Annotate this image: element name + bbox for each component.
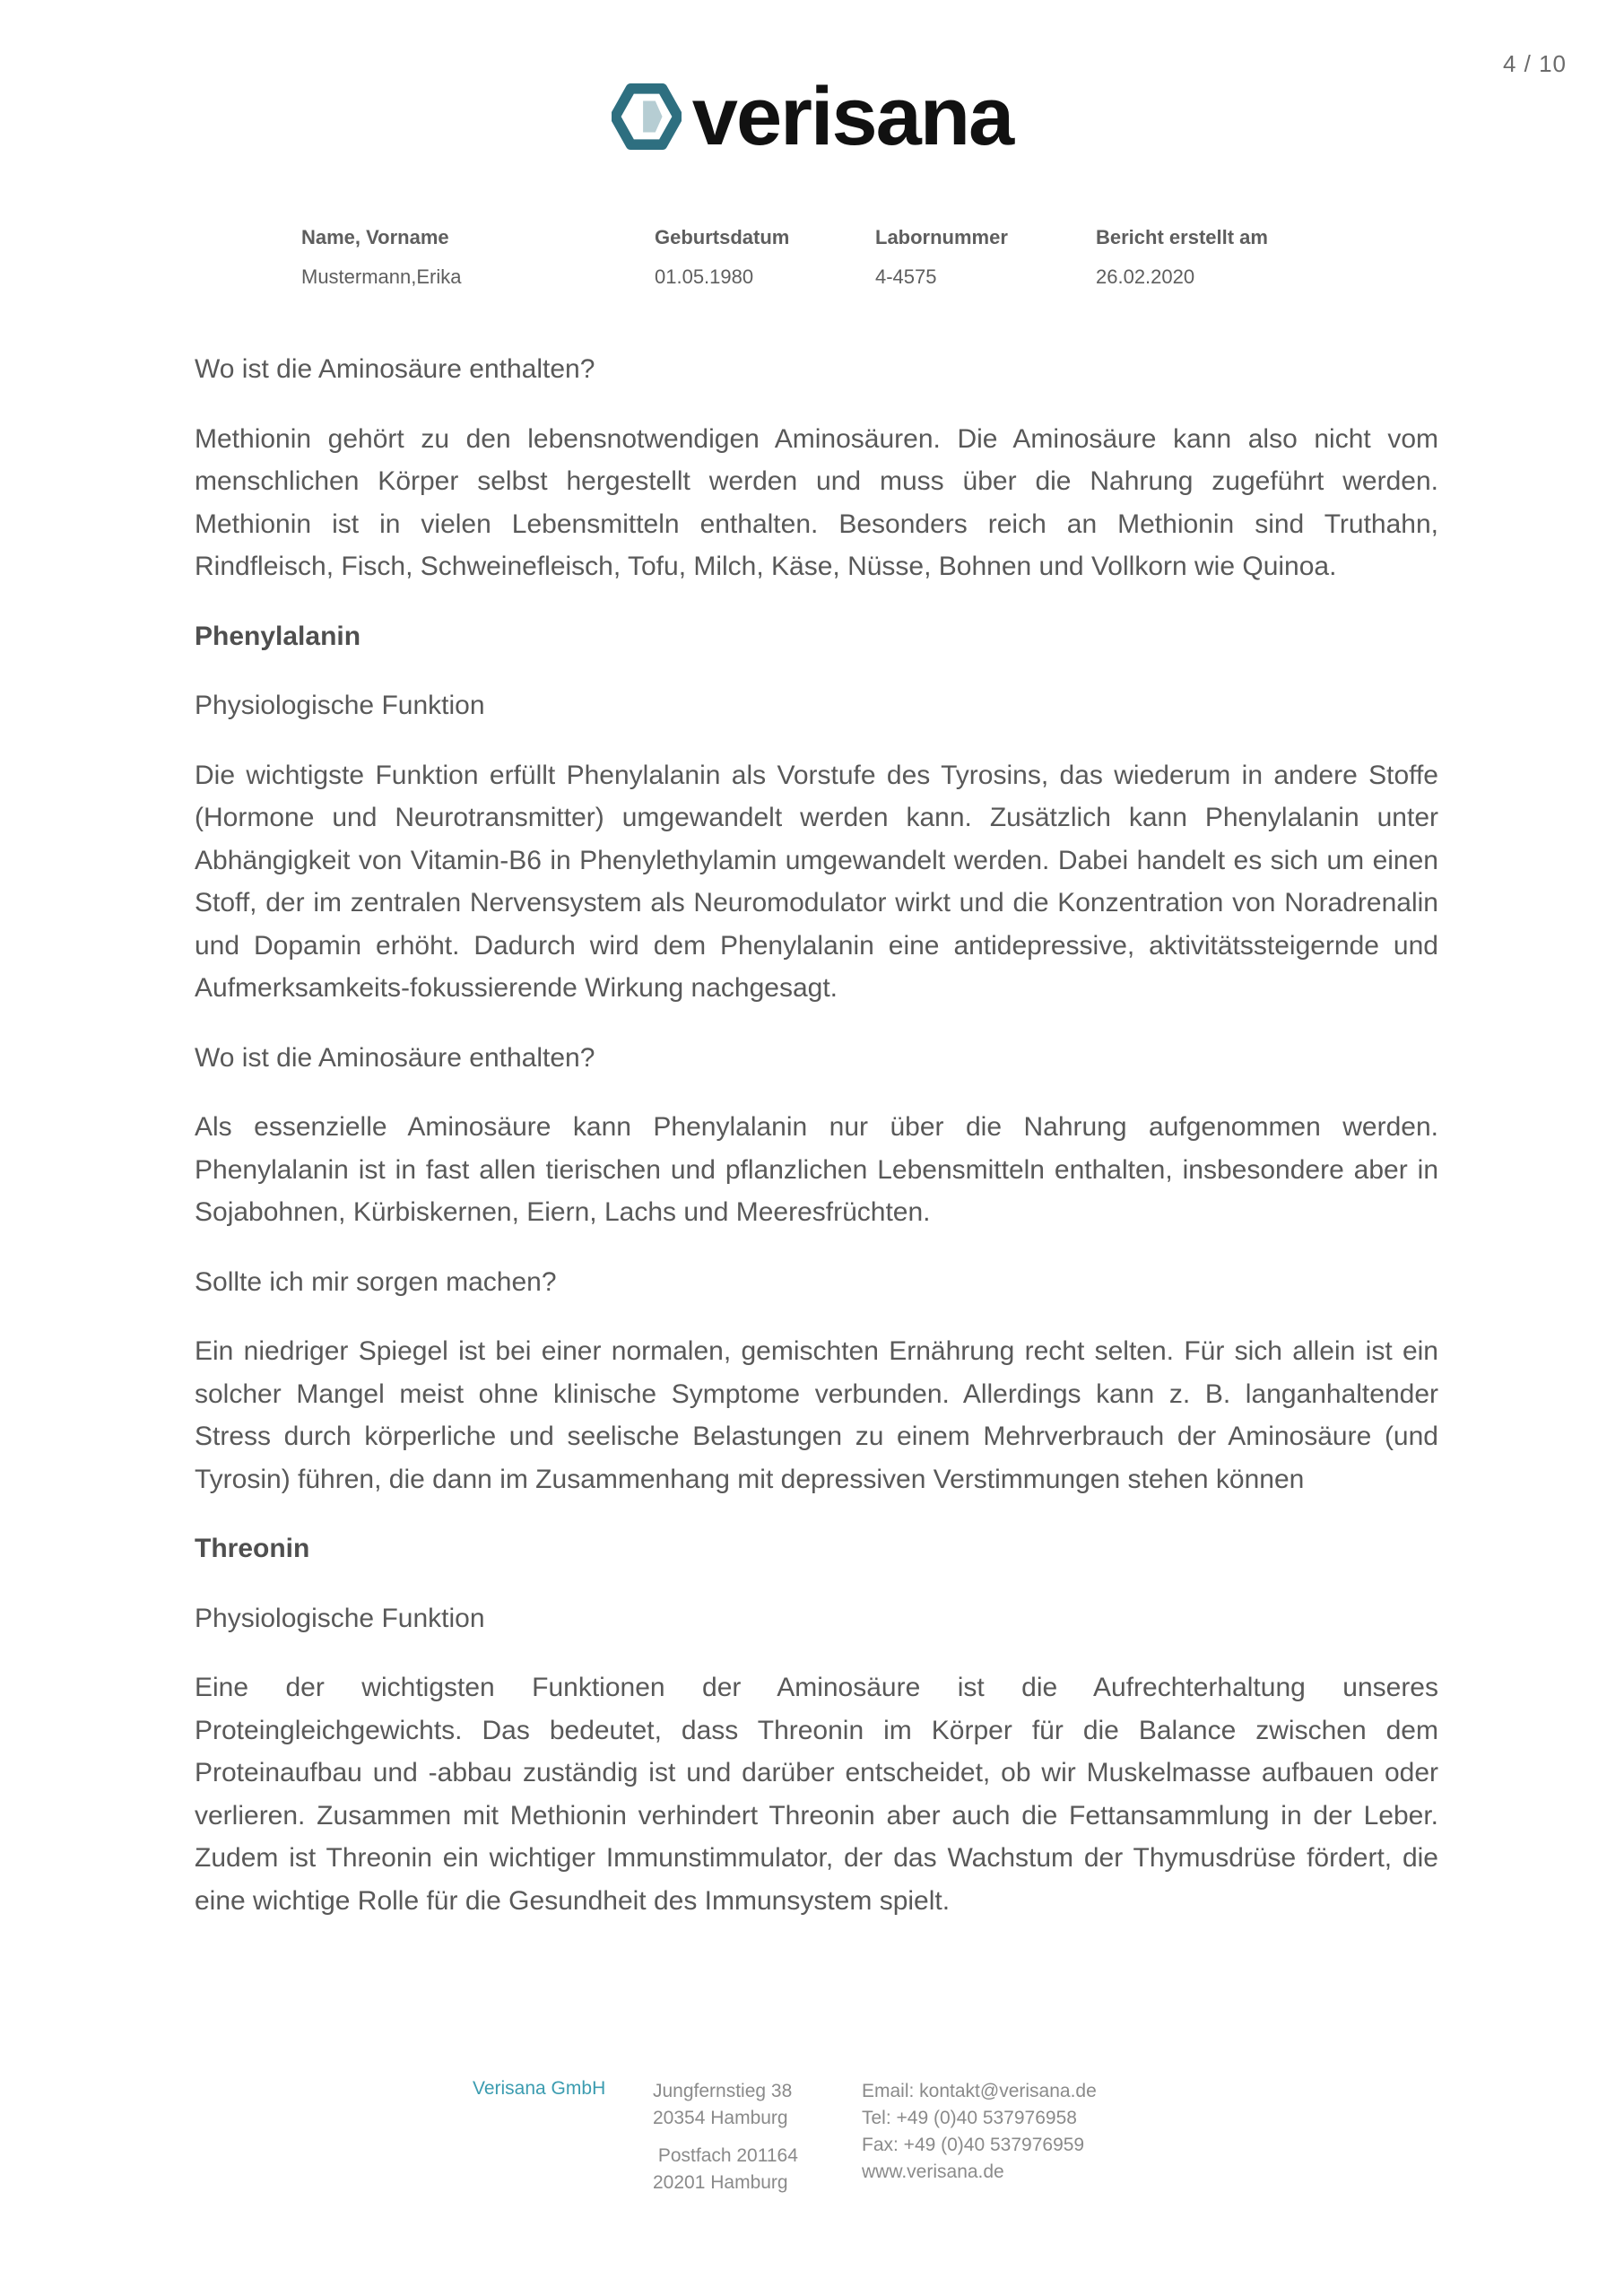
- paragraph-phenylalanin-function: Die wichtigste Funktion erfüllt Phenylalanin als Vorstufe des Tyrosins, das wiederum in andere Stoffe (Hormone und Neurotransmitter) umgewandelt werden kann. Zusätzlich kann Phenylalanin unter Abhängigkeit von Vitamin-B6 in Phenylethylamin umgewandelt werden. Dabei handelt es sich um einen Stoff, der im zentralen Nervensystem als Neuromodulator wirkt und die Konzentration von Noradrenalin und Dopamin erhöht. Dadurch wird dem Phenylalanin eine antidepressive, aktivitätssteigernde und Aufmerksamkeits-fokussierende Wirkung nachgesagt.: [195, 760, 1438, 1003]
- subheading-phenylalanin-function: Physiologische Funktion: [195, 691, 485, 720]
- heading-phenylalanin: Phenylalanin: [195, 621, 361, 651]
- info-value: Mustermann,Erika: [301, 265, 462, 288]
- heading-threonin: Threonin: [195, 1534, 310, 1563]
- footer-address: [653, 2078, 798, 2196]
- info-value: 4-4575: [875, 265, 937, 288]
- verisana-logo: [0, 71, 1624, 162]
- footer-street: Jungfernstieg 38: [653, 2081, 793, 2101]
- footer-pobox-city: 20201 Hamburg: [653, 2172, 788, 2193]
- verisana-hexagon-icon: [612, 82, 682, 152]
- brand-name: verisana: [691, 71, 1013, 162]
- paragraph-threonin-function: Eine der wichtigsten Funktionen der Aminosäure ist die Aufrechterhaltung unseres Proteingleichgewichts. Das bedeutet, dass Threonin im Körper für die Balance zwischen dem Proteinaufbau und -abbau zuständig ist und darüber entscheidet, ob wir Muskelmasse aufbauen oder verlieren. Zusammen mit Methionin verhindert Threonin aber auch die Fettansammlung in der Leber. Zudem ist Threonin ein wichtiger Immunstimmulator, der das Wachstum der Thymusdrüse fördert, die eine wichtige Rolle für die Gesundheit des Immunsystem spielt.: [195, 1673, 1438, 1916]
- footer-city: 20354 Hamburg: [653, 2108, 788, 2128]
- question-phenylalanin-worry: Sollte ich mir sorgen machen?: [195, 1266, 557, 1297]
- info-value: 26.02.2020: [1096, 265, 1195, 288]
- footer-fax: Fax: +49 (0)40 537976959: [862, 2135, 1085, 2155]
- footer-email[interactable]: Email: kontakt@verisana.de: [862, 2081, 1097, 2101]
- question-methionin-source: Wo ist die Aminosäure enthalten?: [195, 354, 595, 384]
- info-label: Labornummer: [875, 226, 1008, 248]
- info-label: Bericht erstellt am: [1096, 226, 1268, 248]
- subheading-threonin-function: Physiologische Funktion: [195, 1603, 485, 1633]
- paragraph-phenylalanin-worry: Ein niedriger Spiegel ist bei einer normalen, gemischten Ernährung recht selten. Für sich allein ist ein solcher Mangel meist ohne klinische Symptome verbunden. Allerdings kann z. B. langanhaltender Stress durch körperliche und seelische Belastungen zu einem Mehrverbrauch der Aminosäure (und Tyrosin) führen, die dann im Zusammenhang mit depressiven Verstimmungen stehen können: [195, 1336, 1438, 1494]
- page-number: 4 / 10: [1502, 50, 1567, 77]
- info-col-name: [301, 226, 462, 289]
- info-label: Name, Vorname: [301, 226, 449, 248]
- info-col-lab-number: [875, 226, 1008, 289]
- paragraph-methionin-source: Methionin gehört zu den lebensnotwendigen Aminosäuren. Die Aminosäure kann also nicht vom menschlichen Körper selbst hergestellt werden und muss über die Nahrung zugeführt werden. Methionin ist in vielen Lebensmitteln enthalten. Besonders reich an Methionin sind Truthahn, Rindfleisch, Fisch, Schweinefleisch, Tofu, Milch, Käse, Nüsse, Bohnen und Vollkorn wie Quinoa.: [195, 423, 1438, 581]
- footer-contact: [862, 2078, 1097, 2186]
- paragraph-phenylalanin-source: Als essenzielle Aminosäure kann Phenylalanin nur über die Nahrung aufgenommen werden. Phenylalanin ist in fast allen tierischen und pflanzlichen Lebensmitteln enthalten, insbesondere aber in Sojabohnen, Kürbiskernen, Eiern, Lachs und Meeresfrüchten.: [195, 1112, 1438, 1227]
- report-content: [195, 348, 1438, 1949]
- info-value: 01.05.1980: [655, 265, 754, 288]
- info-col-birthdate: [655, 226, 789, 289]
- info-col-report-date: [1096, 226, 1268, 289]
- footer-pobox: Postfach 201164: [653, 2145, 798, 2166]
- footer-web[interactable]: www.verisana.de: [862, 2161, 1004, 2182]
- info-label: Geburtsdatum: [655, 226, 790, 248]
- footer-tel: Tel: +49 (0)40 537976958: [862, 2108, 1077, 2128]
- question-phenylalanin-source: Wo ist die Aminosäure enthalten?: [195, 1042, 595, 1073]
- footer-company: Verisana GmbH: [473, 2078, 606, 2099]
